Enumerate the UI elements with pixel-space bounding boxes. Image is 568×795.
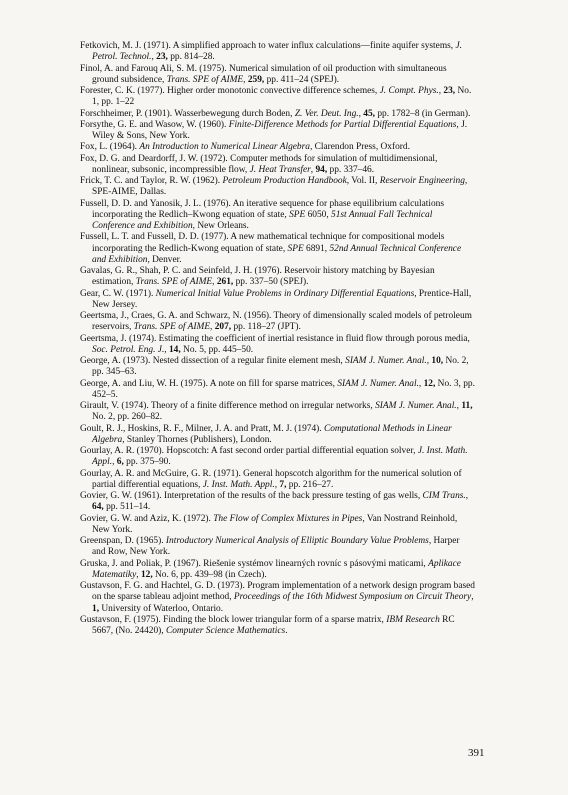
reference-text: ,	[136, 569, 141, 580]
reference-italic-text: Trans. SPE of AIME	[166, 74, 244, 85]
reference-text: ,	[212, 277, 217, 288]
reference-entry	[80, 176, 475, 199]
reference-entry	[80, 401, 475, 424]
reference-volume: 23,	[443, 86, 456, 96]
reference-text: Frick, T. C. and Taylor, R. W. (1962).	[80, 176, 223, 186]
reference-volume: 207,	[214, 322, 232, 333]
reference-entry	[80, 424, 475, 447]
reference-italic-text: IBM Research	[386, 614, 440, 625]
reference-entry	[80, 86, 475, 109]
reference-text: Girault, V. (1974). Theory of a finite difference method on irregular networks,	[80, 401, 376, 411]
reference-italic-text: Petroleum Production Handbook	[222, 176, 347, 186]
reference-italic-text: Reservoir Engineering	[379, 176, 465, 186]
reference-entry	[80, 491, 475, 514]
reference-text: pp. 814–28.	[167, 52, 215, 63]
reference-text: ,	[210, 322, 215, 333]
reference-text: Gustavson, F. G. and Hachtel, G. D. (1973). Program implementation of a network design program based on the sparse tableau adjoint method,	[80, 581, 475, 603]
reference-text: Geertsma, J. (1974). Estimating the coefficient of inertial resistance in fluid flow through porous media,	[80, 333, 470, 344]
reference-text: George, A. (1973). Nested dissection of a regular finite element mesh,	[80, 356, 346, 366]
reference-italic-text: An Introduction to Numerical Linear Algebra	[139, 142, 310, 153]
page-number: 391	[468, 747, 485, 759]
reference-text: ,	[164, 344, 169, 355]
reference-text: Fox, D. G. and Deardorff, J. W. (1972). Computer methods for simulation of multidimensional, nonlinear, subsonic, incompressible flow,	[80, 153, 438, 175]
reference-text: ,	[112, 457, 117, 468]
reference-text: Gavalas, G. R., Shah, P. C. and Seinfeld, J. H. (1976). Reservoir history matching by Bayesian estimation,	[80, 266, 435, 288]
reference-text: University of Waterloo, Ontario.	[99, 603, 224, 614]
reference-text: ,	[358, 108, 364, 119]
reference-entry	[80, 514, 475, 537]
reference-italic-text: Aplikace Matematiky	[92, 558, 461, 580]
reference-text: ,	[310, 164, 316, 175]
reference-text: .	[285, 626, 288, 636]
reference-italic-text: Introductory Numerical Analysis of Elliptic Boundary Value Problems	[165, 536, 429, 546]
reference-volume: 6,	[116, 457, 124, 468]
reference-text: No. 3, pp. 452–5.	[92, 378, 475, 400]
reference-italic-text: Finite-Difference Methods for Partial Differential Equations	[228, 119, 457, 130]
reference-volume: 64,	[92, 502, 104, 513]
reference-text: Greenspan, D. (1965).	[80, 536, 166, 546]
reference-entry	[80, 266, 475, 289]
reference-volume: 10,	[431, 356, 444, 366]
reference-entry	[80, 109, 475, 120]
reference-text: ,	[418, 378, 424, 389]
reference-text: pp. 118–27 (JPT).	[231, 322, 301, 333]
reference-text: Fussell, D. D. and Yanosik, J. L. (1976). An iterative sequence for phase equilibrium calculations incorporating the Redlich–Kwong equation of state,	[80, 198, 444, 220]
reference-volume: 261,	[216, 277, 234, 288]
reference-text: Govier, G. W. and Aziz, K. (1972).	[80, 513, 214, 524]
reference-entry	[80, 581, 475, 615]
reference-italic-text: Computational Methods in Linear Algebra	[92, 423, 452, 445]
reference-text: ,	[456, 401, 462, 411]
reference-text: ,	[471, 592, 474, 603]
reference-text: , Stanley Thornes (Publishers), London.	[122, 434, 272, 445]
reference-volume: 45,	[363, 108, 376, 119]
reference-italic-text: J. Inst. Math. Appl.	[92, 446, 468, 468]
reference-text: ,	[465, 491, 469, 501]
reference-text: Forester, C. K. (1977). Higher order monotonic convective difference schemes,	[80, 86, 380, 96]
reference-text: Forsythe, G. E. and Wasow, W. (1960).	[80, 119, 229, 130]
reference-entry	[80, 446, 475, 469]
reference-italic-text: SIAM J. Numer. Anal.	[337, 378, 419, 389]
reference-entry	[80, 64, 475, 87]
reference-italic-text: Computer Science Mathematics	[165, 626, 286, 636]
reference-text: Gourlay, A. R. and McGuire, G. R. (1971). General hopscotch algorithm for the numerical solution of partial differential equations,	[80, 468, 462, 490]
reference-italic-text: Trans. SPE of AIME	[135, 277, 213, 288]
reference-entry	[80, 615, 475, 638]
reference-entry	[80, 120, 475, 143]
reference-text: 6050,	[305, 209, 332, 220]
reference-text: , Vol. II,	[346, 176, 380, 186]
reference-entry	[80, 559, 475, 582]
reference-volume: 259,	[247, 74, 265, 85]
reference-text: Gourlay, A. R. (1970). Hopscotch: A fast second order partial differential equation solver,	[80, 446, 418, 456]
reference-italic-text: J. Compt. Phys.	[379, 86, 439, 96]
reference-text: pp. 337–46.	[327, 164, 375, 175]
reference-text: , Harper and Row, New York.	[92, 536, 460, 558]
reference-text: pp. 411–24 (SPEJ).	[264, 74, 340, 85]
reference-italic-text: J. Petrol. Technol.	[92, 41, 462, 63]
reference-volume: 11,	[461, 401, 473, 411]
reference-text: ,	[274, 479, 280, 490]
reference-text: , Van Nostrand Reinhold, New York.	[92, 513, 458, 535]
reference-italic-text: SPE	[287, 243, 304, 254]
reference-italic-text: CIM Trans.	[422, 491, 466, 501]
reference-list	[80, 41, 475, 637]
reference-text: ,	[151, 52, 157, 63]
reference-italic-text: 51st Annual Fall Technical Conference and Exhibition	[92, 209, 433, 231]
reference-entry	[80, 41, 475, 64]
reference-volume: 12,	[140, 569, 153, 580]
reference-italic-text: Z. Ver. Deut. Ing.	[294, 108, 359, 119]
reference-entry	[80, 232, 475, 266]
reference-text: ,	[243, 74, 248, 85]
reference-text: Gustavson, F. (1975). Finding the block lower triangular form of a sparse matrix,	[80, 614, 387, 625]
reference-text: , J. Wiley & Sons, New York.	[92, 119, 468, 141]
reference-text: Finol, A. and Farouq Ali, S. M. (1975). Numerical simulation of oil production with simultaneous ground subsidence,	[80, 63, 447, 85]
reference-volume: 94,	[315, 164, 328, 175]
reference-entry	[80, 311, 475, 334]
reference-text: pp. 337–50 (SPEJ).	[233, 277, 309, 288]
reference-text: No. 5, pp. 445–50.	[180, 344, 254, 355]
reference-text: Fetkovich, M. J. (1971). A simplified approach to water influx calculations—finite aquifer systems,	[80, 41, 456, 51]
reference-volume: 12,	[423, 378, 436, 389]
reference-entry	[80, 356, 475, 379]
reference-text: Gruska, J. and Poliak, P. (1967). Riešenie systémov linearných rovníc s pásovými maticami,	[80, 558, 429, 569]
reference-entry	[80, 536, 475, 559]
reference-italic-text: Proceedings of the 16th Midwest Symposium on Circuit Theory	[233, 592, 472, 603]
reference-volume: 23,	[156, 52, 168, 63]
reference-text: Geertsma, J., Craes, G. A. and Schwarz, N. (1956). Theory of dimensionally scaled models of petroleum reservoirs,	[80, 311, 472, 333]
reference-text: Gear, C. W. (1971).	[80, 288, 156, 299]
reference-text: , New Orleans.	[192, 221, 249, 231]
reference-entry	[80, 334, 475, 357]
reference-text: ,	[438, 86, 444, 96]
reference-entry	[80, 379, 475, 402]
reference-volume: 1,	[92, 603, 100, 614]
reference-text: Govier, G. W. (1961). Interpretation of the results of the back pressure testing of gas wells,	[80, 491, 423, 501]
reference-text: , Denver.	[147, 254, 182, 265]
reference-text: pp. 511–14.	[103, 502, 151, 513]
reference-text: pp. 375–90.	[123, 457, 171, 468]
reference-text: No. 2, pp. 260–82.	[92, 412, 163, 423]
reference-text: Fox, L. (1964).	[80, 142, 140, 153]
reference-italic-text: Soc. Petrol. Eng. J.	[92, 344, 165, 355]
reference-text: pp. 216–27.	[286, 479, 334, 490]
reference-text: Forschheimer, P. (1901). Wasserbewegung durch Boden,	[80, 108, 295, 119]
reference-text: ,	[426, 356, 432, 366]
reference-italic-text: Trans. SPE of AIME	[133, 322, 211, 333]
reference-text: Fussell, L. T. and Fussell, D. D. (1977). A new mathematical technique for compositional models incorporating the Redlich-Kwong equation of state,	[80, 232, 445, 254]
reference-italic-text: J. Inst. Math. Appl.	[202, 479, 275, 490]
reference-text: 6891,	[303, 243, 330, 254]
reference-italic-text: SIAM J. Numer. Anal.	[345, 356, 427, 366]
reference-italic-text: J. Heat Transfer	[249, 164, 311, 175]
reference-text: No. 2, pp. 345–63.	[92, 356, 469, 378]
reference-text: George, A. and Liu, W. H. (1975). A note on fill for sparse matrices,	[80, 378, 338, 389]
reference-entry	[80, 142, 475, 153]
reference-volume: 7,	[279, 479, 287, 490]
reference-italic-text: Numerical Initial Value Problems in Ordinary Differential Equations	[155, 288, 415, 299]
reference-text: , Prentice-Hall, New Jersey.	[92, 288, 472, 310]
reference-text: RC 5667, (No. 24420),	[92, 614, 455, 636]
reference-text: , SPE-AIME, Dallas.	[92, 176, 468, 198]
reference-text: No. 1, pp. 1–22	[92, 86, 472, 108]
reference-italic-text: SIAM J. Numer. Anal.	[375, 401, 457, 411]
reference-text: No. 6, pp. 439–98 (in Czech).	[152, 569, 267, 580]
reference-text: , Clarendon Press, Oxford.	[309, 142, 410, 153]
reference-volume: 14,	[168, 344, 181, 355]
reference-entry	[80, 469, 475, 492]
reference-italic-text: The Flow of Complex Mixtures in Pipes	[213, 513, 363, 524]
reference-italic-text: 52nd Annual Technical Conference and Exhibition	[92, 243, 462, 265]
reference-entry	[80, 154, 475, 177]
reference-text: Goult, R. J., Hoskins, R. F., Milner, J. A. and Pratt, M. J. (1974).	[80, 423, 324, 434]
reference-entry	[80, 289, 475, 312]
reference-entry	[80, 199, 475, 233]
reference-italic-text: SPE	[289, 209, 306, 220]
reference-text: pp. 1782–8 (in German).	[375, 108, 471, 119]
